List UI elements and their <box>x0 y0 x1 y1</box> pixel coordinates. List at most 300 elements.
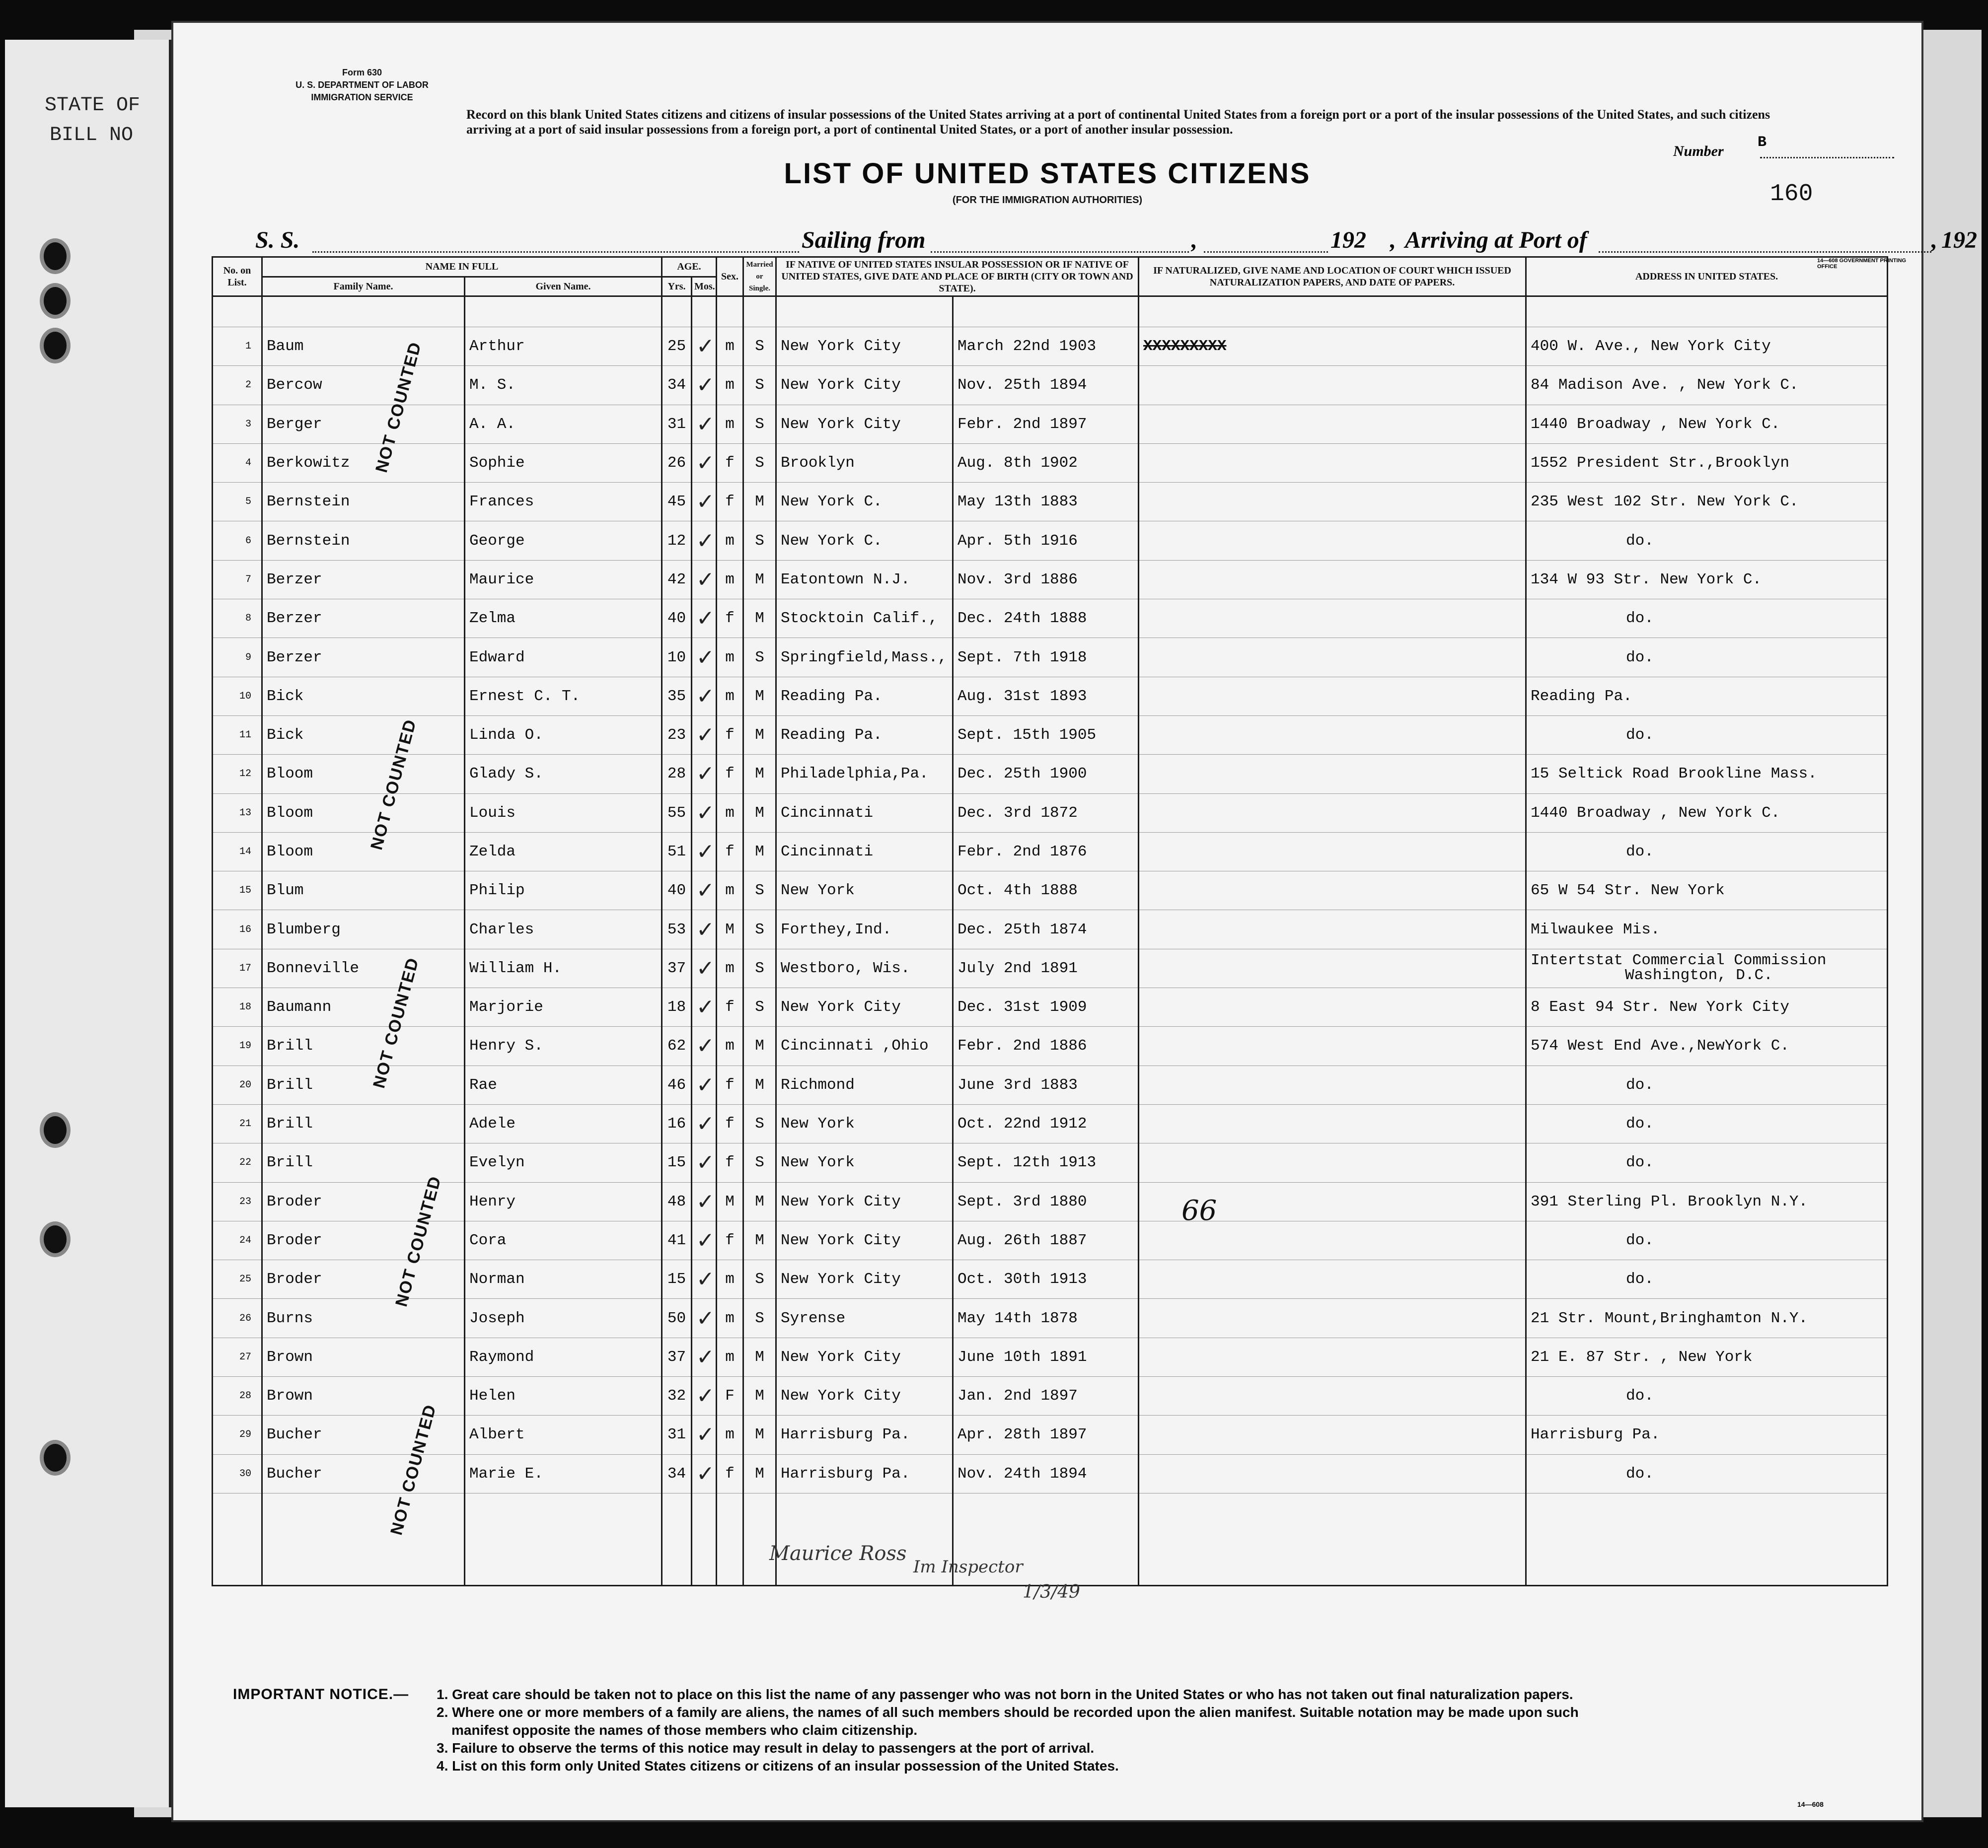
given-name: Glady S. <box>465 755 662 793</box>
birth-place: Westboro, Wis. <box>776 949 953 988</box>
family-name: Bernstein <box>262 483 465 521</box>
not-counted-annotation: NOT COUNTED <box>372 339 425 475</box>
given-name: Joseph <box>465 1299 662 1338</box>
age-months-check: ✓ <box>692 1338 717 1376</box>
age-years: 50 <box>662 1299 692 1338</box>
service-name: IMMIGRATION SERVICE <box>311 92 413 102</box>
notice-item: 3. Failure to observe the terms of this notice may result in delay to passengers at the port of arrival. <box>437 1740 1095 1756</box>
sex: M <box>717 1182 743 1221</box>
naturalization-info <box>1139 1377 1526 1416</box>
family-name: Bucher <box>262 1416 465 1454</box>
sex: f <box>717 1221 743 1260</box>
sex: f <box>717 988 743 1027</box>
naturalization-info <box>1139 871 1526 910</box>
naturalization-info <box>1139 483 1526 521</box>
notice-item: manifest opposite the names of those members who claim citizenship. <box>451 1722 918 1738</box>
sex: m <box>717 521 743 560</box>
table-row <box>213 405 1888 443</box>
inspector-title: Im Inspector <box>913 1557 1023 1577</box>
age-years: 51 <box>662 832 692 871</box>
age-months-check: ✓ <box>692 1416 717 1454</box>
marital-status: M <box>743 1416 776 1454</box>
given-name: Sophie <box>465 443 662 482</box>
sex: f <box>717 483 743 521</box>
us-address: do. <box>1526 1260 1888 1299</box>
age-years: 62 <box>662 1027 692 1066</box>
row-number: 6 <box>213 521 262 560</box>
age-months-check: ✓ <box>692 832 717 871</box>
row-number: 23 <box>213 1182 262 1221</box>
us-address: do. <box>1526 521 1888 560</box>
age-years: 12 <box>662 521 692 560</box>
row-number: 12 <box>213 755 262 793</box>
birth-date: Febr. 2nd 1886 <box>953 1027 1139 1066</box>
age-months-check: ✓ <box>692 715 717 754</box>
sex: m <box>717 1027 743 1066</box>
us-address: do. <box>1526 1143 1888 1182</box>
birth-place: Springfield,Mass., <box>776 638 953 677</box>
family-name: Berger <box>262 405 465 443</box>
birth-place: Cincinnati ,Ohio <box>776 1027 953 1066</box>
given-name: Edward <box>465 638 662 677</box>
age-years: 55 <box>662 793 692 832</box>
marital-status: M <box>743 560 776 599</box>
naturalization-info <box>1139 755 1526 793</box>
family-name: Bonneville <box>262 949 465 988</box>
given-name: M. S. <box>465 366 662 405</box>
given-name: Henry S. <box>465 1027 662 1066</box>
table-row <box>213 483 1888 521</box>
birth-date: Oct. 30th 1913 <box>953 1260 1139 1299</box>
marital-status: M <box>743 677 776 715</box>
row-number: 28 <box>213 1377 262 1416</box>
family-name: Burns <box>262 1299 465 1338</box>
age-months-check: ✓ <box>692 327 717 366</box>
age-years: 40 <box>662 599 692 638</box>
sex: M <box>717 910 743 949</box>
family-name: Bercow <box>262 366 465 405</box>
family-name: Berzer <box>262 599 465 638</box>
year-label: 192 <box>1941 227 1977 253</box>
birth-date: Dec. 25th 1900 <box>953 755 1139 793</box>
given-name: Louis <box>465 793 662 832</box>
government-printing-mark: 14—608 GOVERNMENT PRINTING OFFICE <box>1817 258 1907 270</box>
page-stamp-number: 160 <box>1770 181 1813 208</box>
given-name: Zelda <box>465 832 662 871</box>
birth-place: Cincinnati <box>776 832 953 871</box>
age-years: 15 <box>662 1143 692 1182</box>
sex: m <box>717 1299 743 1338</box>
age-years: 42 <box>662 560 692 599</box>
naturalization-info <box>1139 1104 1526 1143</box>
family-name: Baumann <box>262 988 465 1027</box>
us-address: 8 East 94 Str. New York City <box>1526 988 1888 1027</box>
naturalization-info <box>1139 521 1526 560</box>
department-name: U. S. DEPARTMENT OF LABOR <box>295 80 429 90</box>
given-name: Henry <box>465 1182 662 1221</box>
row-number: 19 <box>213 1027 262 1066</box>
naturalization-info <box>1139 677 1526 715</box>
birth-place: Cincinnati <box>776 793 953 832</box>
us-address-line: Washington, D.C. <box>1625 967 1773 985</box>
birth-place: Reading Pa. <box>776 715 953 754</box>
age-months-check: ✓ <box>692 910 717 949</box>
family-name: Bloom <box>262 793 465 832</box>
sex: m <box>717 1416 743 1454</box>
sex: f <box>717 832 743 871</box>
birth-date: June 3rd 1883 <box>953 1066 1139 1104</box>
table-row <box>213 871 1888 910</box>
naturalization-info <box>1139 599 1526 638</box>
col-header-mos: Mos. <box>692 277 717 296</box>
birth-date: March 22nd 1903 <box>953 327 1139 366</box>
age-years: 16 <box>662 1104 692 1143</box>
birth-date: Dec. 3rd 1872 <box>953 793 1139 832</box>
sex: m <box>717 405 743 443</box>
naturalization-info <box>1139 405 1526 443</box>
given-name: Zelma <box>465 599 662 638</box>
family-name: Baum <box>262 327 465 366</box>
sailing-date-line <box>1204 251 1328 253</box>
family-name: Bernstein <box>262 521 465 560</box>
row-number: 14 <box>213 832 262 871</box>
given-name: Maurice <box>465 560 662 599</box>
age-months-check: ✓ <box>692 1182 717 1221</box>
sex: f <box>717 1454 743 1493</box>
us-address: 1440 Broadway , New York C. <box>1526 793 1888 832</box>
age-months-check: ✓ <box>692 988 717 1027</box>
marital-status: S <box>743 988 776 1027</box>
table-row <box>213 599 1888 638</box>
us-address: 21 E. 87 Str. , New York <box>1526 1338 1888 1376</box>
age-months-check: ✓ <box>692 871 717 910</box>
table-row <box>213 443 1888 482</box>
birth-date: June 10th 1891 <box>953 1338 1139 1376</box>
given-name: Adele <box>465 1104 662 1143</box>
marital-status: M <box>743 793 776 832</box>
birth-place: Eatontown N.J. <box>776 560 953 599</box>
given-name: Norman <box>465 1260 662 1299</box>
sex: m <box>717 327 743 366</box>
given-name: William H. <box>465 949 662 988</box>
family-name: Blumberg <box>262 910 465 949</box>
naturalization-info <box>1139 1066 1526 1104</box>
marital-status: M <box>743 1338 776 1376</box>
given-name: Albert <box>465 1416 662 1454</box>
age-years: 26 <box>662 443 692 482</box>
row-number: 8 <box>213 599 262 638</box>
form-identification <box>228 67 496 104</box>
birth-place: New York City <box>776 1338 953 1376</box>
given-name: Raymond <box>465 1338 662 1376</box>
birth-date: Sept. 3rd 1880 <box>953 1182 1139 1221</box>
col-header-yrs: Yrs. <box>662 277 692 296</box>
birth-date: Apr. 5th 1916 <box>953 521 1139 560</box>
table-row <box>213 327 1888 366</box>
citizen-table <box>212 256 1888 1586</box>
us-address: 400 W. Ave., New York City <box>1526 327 1888 366</box>
naturalization-info <box>1139 949 1526 988</box>
given-name: Marie E. <box>465 1454 662 1493</box>
birth-date: Aug. 31st 1893 <box>953 677 1139 715</box>
table-row <box>213 521 1888 560</box>
family-name: Berzer <box>262 560 465 599</box>
family-name: Broder <box>262 1182 465 1221</box>
naturalization-info <box>1139 443 1526 482</box>
row-number: 11 <box>213 715 262 754</box>
us-address: do. <box>1526 1454 1888 1493</box>
age-years: 25 <box>662 327 692 366</box>
sex: m <box>717 949 743 988</box>
table-row <box>213 1454 1888 1493</box>
number-label: Number <box>1673 143 1724 159</box>
age-years: 41 <box>662 1221 692 1260</box>
naturalization-info <box>1139 793 1526 832</box>
table-row <box>213 832 1888 871</box>
col-header-married: Married or Single. <box>743 257 776 296</box>
age-months-check: ✓ <box>692 483 717 521</box>
sex: m <box>717 1260 743 1299</box>
age-years: 31 <box>662 405 692 443</box>
family-name: Brown <box>262 1338 465 1376</box>
marital-status: M <box>743 1377 776 1416</box>
age-months-check: ✓ <box>692 405 717 443</box>
given-name: Marjorie <box>465 988 662 1027</box>
table-row <box>213 1416 1888 1454</box>
given-name: A. A. <box>465 405 662 443</box>
marital-status: M <box>743 755 776 793</box>
given-name: Helen <box>465 1377 662 1416</box>
birth-date: Sept. 7th 1918 <box>953 638 1139 677</box>
us-address: 134 W 93 Str. New York C. <box>1526 560 1888 599</box>
marital-status: M <box>743 1027 776 1066</box>
birth-place: Harrisburg Pa. <box>776 1416 953 1454</box>
given-name: George <box>465 521 662 560</box>
age-years: 28 <box>662 755 692 793</box>
naturalization-info <box>1139 1260 1526 1299</box>
sailing-from-label: Sailing from <box>802 227 926 253</box>
age-years: 32 <box>662 1377 692 1416</box>
birth-date: May 14th 1878 <box>953 1299 1139 1338</box>
binder-hole <box>40 1112 71 1148</box>
sex: f <box>717 443 743 482</box>
age-years: 53 <box>662 910 692 949</box>
age-years: 48 <box>662 1182 692 1221</box>
birth-place: Stocktoin Calif., <box>776 599 953 638</box>
sex: m <box>717 871 743 910</box>
row-number: 15 <box>213 871 262 910</box>
intro-instructions: Record on this blank United States citizens and citizens of insular possessions of the United States arriving at a port of continental United States from a foreign port or a port of the insular possessions of the United States, and such citizens arriving at a port of said insular possessions from a foreign port, a port of continental United States, or a port of another insular possession. <box>466 107 1770 137</box>
back-sheet <box>5 40 172 1807</box>
family-name: Brill <box>262 1104 465 1143</box>
table-row <box>213 1260 1888 1299</box>
row-number: 10 <box>213 677 262 715</box>
birth-date: Nov. 24th 1894 <box>953 1454 1139 1493</box>
us-address: Milwaukee Mis. <box>1526 910 1888 949</box>
naturalization-info <box>1139 1299 1526 1338</box>
naturalization-info <box>1139 715 1526 754</box>
given-name: Cora <box>465 1221 662 1260</box>
birth-place: New York <box>776 1104 953 1143</box>
age-years: 15 <box>662 1260 692 1299</box>
inspector-signature: Maurice Ross <box>769 1542 907 1565</box>
age-years: 23 <box>662 715 692 754</box>
arriving-port-line <box>1599 251 1931 253</box>
given-name: Frances <box>465 483 662 521</box>
table-row <box>213 1104 1888 1143</box>
notice-item: 2. Where one or more members of a family are aliens, the names of all such members should be recorded upon the alien manifest. Suitable notation may be made upon such <box>437 1705 1579 1720</box>
row-number: 5 <box>213 483 262 521</box>
us-address: do. <box>1526 599 1888 638</box>
table-row <box>213 793 1888 832</box>
age-years: 34 <box>662 1454 692 1493</box>
naturalization-info <box>1139 1416 1526 1454</box>
birth-place: Philadelphia,Pa. <box>776 755 953 793</box>
binder-hole <box>40 328 71 363</box>
table-row <box>213 1338 1888 1376</box>
marital-status: S <box>743 521 776 560</box>
age-months-check: ✓ <box>692 1299 717 1338</box>
naturalization-info: XXXXXXXXX <box>1139 327 1526 366</box>
marital-status: M <box>743 1182 776 1221</box>
row-number: 22 <box>213 1143 262 1182</box>
sex: f <box>717 755 743 793</box>
sex: m <box>717 560 743 599</box>
age-years: 37 <box>662 949 692 988</box>
birth-date: Sept. 12th 1913 <box>953 1143 1139 1182</box>
table-row <box>213 1027 1888 1066</box>
marital-status: M <box>743 1454 776 1493</box>
marital-status: S <box>743 1104 776 1143</box>
naturalization-info <box>1139 832 1526 871</box>
family-name: Berzer <box>262 638 465 677</box>
age-years: 18 <box>662 988 692 1027</box>
us-address: Reading Pa. <box>1526 677 1888 715</box>
age-months-check: ✓ <box>692 443 717 482</box>
sex: f <box>717 1104 743 1143</box>
birth-place: New York <box>776 871 953 910</box>
us-address: do. <box>1526 1377 1888 1416</box>
table-row <box>213 988 1888 1027</box>
row-number: 13 <box>213 793 262 832</box>
us-address: 84 Madison Ave. , New York C. <box>1526 366 1888 405</box>
us-address: do. <box>1526 832 1888 871</box>
col-header-sex: Sex. <box>717 257 743 296</box>
given-name: Evelyn <box>465 1143 662 1182</box>
sex: m <box>717 638 743 677</box>
birth-place: New York City <box>776 1377 953 1416</box>
birth-place: New York <box>776 1143 953 1182</box>
col-header-no: No. on List. <box>213 257 262 296</box>
birth-date: Dec. 31st 1909 <box>953 988 1139 1027</box>
col-header-address: ADDRESS IN UNITED STATES. <box>1526 257 1888 296</box>
notice-item: 1. Great care should be taken not to place on this list the name of any passenger who was not born in the United States or who has not taken out final naturalization papers. <box>437 1687 1573 1702</box>
marital-status: S <box>743 1260 776 1299</box>
arriving-label: Arriving at Port of <box>1405 227 1587 253</box>
marital-status: M <box>743 1221 776 1260</box>
marital-status: S <box>743 366 776 405</box>
row-number: 29 <box>213 1416 262 1454</box>
us-address: Harrisburg Pa. <box>1526 1416 1888 1454</box>
table-row <box>213 910 1888 949</box>
birth-date: Sept. 15th 1905 <box>953 715 1139 754</box>
table-row <box>213 1143 1888 1182</box>
binder-hole <box>40 1221 71 1257</box>
birth-date: Oct. 4th 1888 <box>953 871 1139 910</box>
naturalization-info <box>1139 1338 1526 1376</box>
table-row <box>213 677 1888 715</box>
row-number: 2 <box>213 366 262 405</box>
given-name: Ernest C. T. <box>465 677 662 715</box>
birth-date: Jan. 2nd 1897 <box>953 1377 1139 1416</box>
us-address <box>1526 949 1888 988</box>
table-row <box>213 715 1888 754</box>
sex: m <box>717 366 743 405</box>
col-header-given-name: Given Name. <box>465 277 662 296</box>
marital-status: S <box>743 949 776 988</box>
given-name: Linda O. <box>465 715 662 754</box>
row-number: 7 <box>213 560 262 599</box>
sailing-from-line <box>931 251 1189 253</box>
row-number: 27 <box>213 1338 262 1376</box>
sex: f <box>717 715 743 754</box>
birth-date: Dec. 25th 1874 <box>953 910 1139 949</box>
us-address: 574 West End Ave.,NewYork C. <box>1526 1027 1888 1066</box>
marital-status: M <box>743 1066 776 1104</box>
sex: m <box>717 677 743 715</box>
naturalization-info <box>1139 1454 1526 1493</box>
row-number: 3 <box>213 405 262 443</box>
age-months-check: ✓ <box>692 1454 717 1493</box>
marital-status: M <box>743 483 776 521</box>
back-sheet-label: STATE OF <box>45 94 141 117</box>
us-address: 391 Sterling Pl. Brooklyn N.Y. <box>1526 1182 1888 1221</box>
not-counted-annotation: NOT COUNTED <box>369 955 423 1090</box>
sex: f <box>717 599 743 638</box>
binder-hole <box>40 238 71 274</box>
naturalization-info <box>1139 988 1526 1027</box>
birth-date: Febr. 2nd 1876 <box>953 832 1139 871</box>
naturalization-info <box>1139 1143 1526 1182</box>
family-name: Blum <box>262 871 465 910</box>
table-row <box>213 560 1888 599</box>
us-address: 1552 President Str.,Brooklyn <box>1526 443 1888 482</box>
age-years: 34 <box>662 366 692 405</box>
us-address: do. <box>1526 638 1888 677</box>
given-name: Charles <box>465 910 662 949</box>
marital-status: S <box>743 327 776 366</box>
birth-place: New York City <box>776 366 953 405</box>
row-number: 20 <box>213 1066 262 1104</box>
naturalization-info <box>1139 560 1526 599</box>
age-months-check: ✓ <box>692 521 717 560</box>
age-months-check: ✓ <box>692 793 717 832</box>
col-header-family-name: Family Name. <box>262 277 465 296</box>
family-name: Bloom <box>262 755 465 793</box>
age-months-check: ✓ <box>692 1143 717 1182</box>
sex: m <box>717 1338 743 1376</box>
marital-status: S <box>743 638 776 677</box>
age-years: 40 <box>662 871 692 910</box>
us-address: do. <box>1526 1104 1888 1143</box>
row-number: 24 <box>213 1221 262 1260</box>
naturalization-info <box>1139 366 1526 405</box>
birth-place: New York City <box>776 327 953 366</box>
birth-date: July 2nd 1891 <box>953 949 1139 988</box>
marital-status: M <box>743 715 776 754</box>
naturalization-info <box>1139 1221 1526 1260</box>
birth-date: Febr. 2nd 1897 <box>953 405 1139 443</box>
